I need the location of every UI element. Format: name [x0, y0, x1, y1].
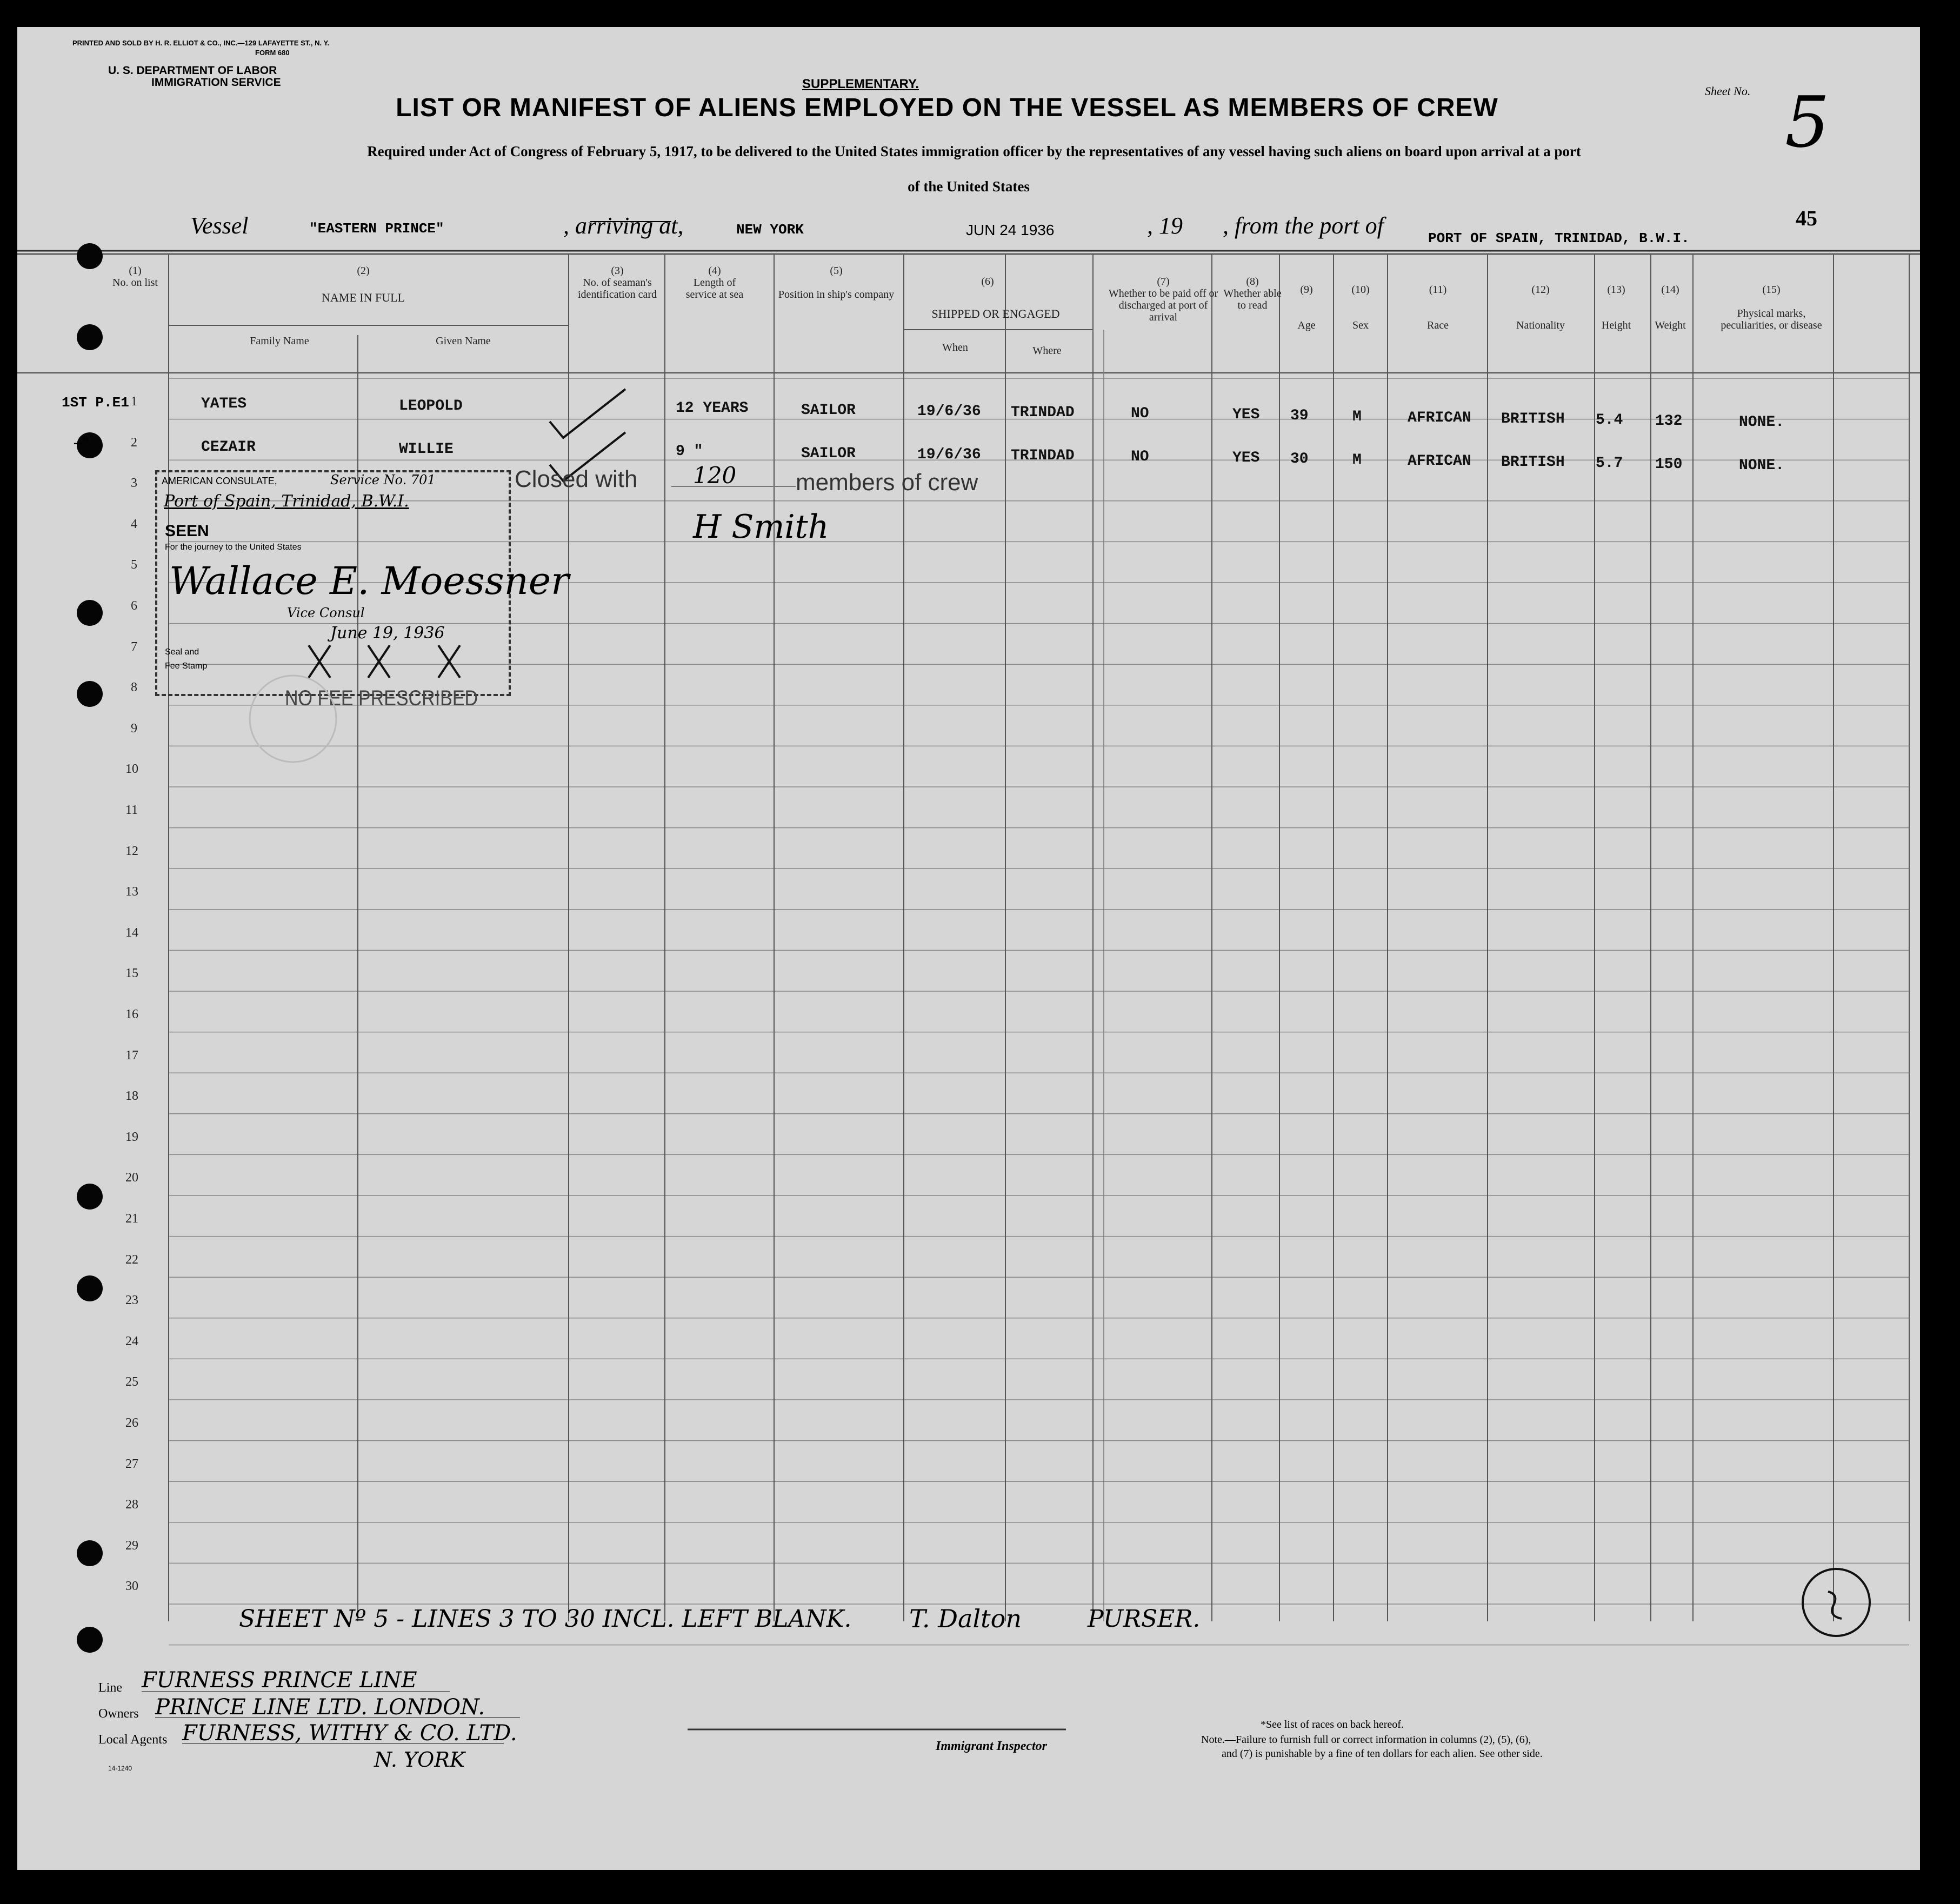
crew-count: 120 [693, 462, 737, 489]
consul-title: Vice Consul [287, 605, 365, 620]
binder-hole [77, 600, 103, 626]
no-fee-stamp: NO FEE PRESCRIBED [285, 686, 478, 710]
able-to-read-cell: YES [1232, 450, 1260, 466]
col1-header: (1) No. on list [112, 265, 158, 289]
races-note: *See list of races on back hereof. [1261, 1719, 1404, 1731]
row-annotation: —" [74, 437, 90, 451]
sex-cell: M [1352, 452, 1362, 469]
col6-number: (6) [981, 276, 994, 288]
row-number: 21 [125, 1212, 138, 1226]
vessel-name: "EASTERN PRINCE" [309, 221, 444, 237]
arrival-port: NEW YORK [736, 222, 804, 238]
shipped-when-cell: 19/6/36 [917, 403, 981, 420]
consul-signature: Wallace E. Moessner [169, 559, 569, 603]
col12-header: (12) Nationality [1516, 284, 1565, 331]
given-name-header: Given Name [436, 335, 491, 347]
family-name-header: Family Name [250, 335, 309, 347]
year-prefix: , 19 [1147, 212, 1183, 239]
form-number: FORM 680 [255, 49, 290, 57]
local-agents-label: Local Agents [98, 1733, 168, 1747]
row-number: 1 [131, 395, 137, 409]
row-number: 16 [125, 1007, 138, 1021]
closed-with-label: Closed with [515, 466, 638, 492]
binder-hole [77, 681, 103, 707]
binder-hole [77, 1627, 103, 1653]
service-length-cell: 9 " [676, 443, 703, 460]
row-number: 11 [125, 803, 138, 817]
height-cell: 5.7 [1596, 455, 1623, 472]
row-number: 27 [125, 1457, 138, 1471]
age-cell: 30 [1290, 451, 1309, 467]
owners-label: Owners [98, 1707, 139, 1721]
stamp-date: June 19, 1936 [330, 624, 445, 643]
family-name-cell: YATES [201, 396, 247, 412]
given-name-cell: WILLIE [399, 441, 454, 458]
consulate-city: Port of Spain, Trinidad, B.W.I. [164, 492, 409, 511]
row-number: 29 [125, 1538, 138, 1553]
physical-marks-cell: NONE. [1739, 457, 1785, 474]
given-name-cell: LEOPOLD [399, 398, 463, 415]
service-length-cell: 12 YEARS [676, 400, 749, 417]
printer-credit: PRINTED AND SOLD BY H. R. ELLIOT & CO., INC.—129 LAFAYETTE ST., N. Y. [72, 39, 330, 47]
nationality-cell: BRITISH [1501, 411, 1565, 427]
row-number: 4 [131, 517, 137, 531]
row-number: 30 [125, 1579, 138, 1594]
height-cell: 5.4 [1596, 412, 1623, 429]
weight-cell: 132 [1655, 413, 1683, 430]
local-agents-city: N. YORK [374, 1748, 465, 1772]
col10-header: (10) Sex [1351, 284, 1370, 331]
local-agents-value: FURNESS, WITHY & CO. LTD. [182, 1721, 517, 1746]
row-number: 18 [125, 1089, 138, 1104]
shipped-when-cell: 19/6/36 [917, 446, 981, 463]
row-number: 24 [125, 1334, 138, 1348]
sheet-no-value: 5 [1785, 81, 1830, 163]
binder-hole [77, 1184, 103, 1210]
binder-hole [77, 1540, 103, 1566]
paid-off-cell: NO [1131, 449, 1149, 465]
seal-label: Seal and Fee Stamp [165, 647, 208, 671]
weight-cell: 150 [1655, 456, 1683, 473]
closing-signature: H Smith [693, 508, 829, 546]
row-number: 28 [125, 1498, 138, 1512]
shipped-when-header: When [942, 342, 968, 353]
row-number: 20 [125, 1171, 138, 1185]
col4-header: (4) Length of service at sea [685, 265, 744, 300]
col6-title: SHIPPED OR ENGAGED [931, 307, 1060, 320]
row-number: 9 [131, 721, 137, 736]
form-code: 14-1240 [108, 1765, 132, 1772]
page-title: LIST OR MANIFEST OF ALIENS EMPLOYED ON THE VESSEL AS MEMBERS OF CREW [396, 93, 1498, 122]
col3-header: (3) No. of seaman's identification card [577, 265, 657, 300]
row-number: 5 [131, 558, 137, 572]
col2-title: NAME IN FULL [322, 291, 405, 304]
race-cell: AFRICAN [1408, 410, 1471, 426]
binder-hole [77, 1275, 103, 1301]
consulate-stamp [155, 470, 569, 696]
binder-hole [77, 243, 103, 269]
row-number: 26 [125, 1416, 138, 1430]
race-cell: AFRICAN [1408, 453, 1471, 470]
col11-header: (11) Race [1427, 284, 1449, 331]
circled-mark-icon [1796, 1562, 1877, 1643]
seen-label: SEEN [165, 522, 209, 540]
row-number: 12 [125, 844, 138, 858]
row-number: 14 [125, 925, 138, 940]
act-line-1: Required under Act of Congress of February 5, 1917, to be delivered to the United States immigration officer by the representatives of any vessel having such aliens on board upon arrival at a port [367, 143, 1581, 159]
arriving-label: , arriving at, [563, 212, 684, 239]
row-number: 7 [131, 639, 137, 654]
row-number: 3 [131, 476, 137, 491]
shipped-where-cell: TRINDAD [1011, 404, 1075, 421]
fine-note-1: Note.—Failure to furnish full or correct information in columns (2), (5), (6), [1201, 1734, 1531, 1746]
supplementary-label: SUPPLEMENTARY. [802, 77, 919, 91]
fine-note-2: and (7) is punishable by a fine of ten dollars for each alien. See other side. [1222, 1748, 1543, 1760]
row-number: 10 [125, 762, 138, 777]
shipped-where-header: Where [1032, 345, 1062, 357]
able-to-read-cell: YES [1232, 406, 1260, 423]
service-number: Service No. 701 [330, 472, 436, 487]
purser-signature: T. Dalton [909, 1604, 1022, 1633]
department-name: U. S. DEPARTMENT OF LABOR IMMIGRATION SERVICE [108, 64, 281, 89]
purser-title: PURSER. [1088, 1605, 1201, 1633]
row-number: 15 [125, 966, 138, 981]
consulate-label: AMERICAN CONSULATE, [162, 476, 277, 486]
position-cell: SAILOR [801, 402, 856, 419]
from-port-label: , from the port of [1223, 212, 1384, 239]
binder-hole [77, 324, 103, 350]
arrival-date-stamp: JUN 24 1936 [966, 222, 1055, 238]
row-number: 13 [125, 885, 138, 899]
faint-seal-icon [244, 670, 342, 767]
paid-off-cell: NO [1131, 405, 1149, 422]
inspector-label: Immigrant Inspector [935, 1739, 1048, 1753]
row-number: 25 [125, 1375, 138, 1389]
row-number: 19 [125, 1130, 138, 1144]
row-annotation: 1ST P.E1 [62, 395, 129, 411]
row-number: 6 [131, 599, 137, 613]
col7-header: (7) Whether to be paid off or discharged at port of arrival [1108, 276, 1218, 323]
family-name-cell: CEZAIR [201, 439, 256, 456]
sheet-page-count: 45 [1796, 206, 1817, 230]
col15-header: (15) Physical marks, peculiarities, or disease [1721, 284, 1822, 331]
journey-label: For the journey to the United States [165, 543, 302, 552]
manifest-sheet [17, 27, 1920, 1870]
col14-header: (14) Weight [1655, 284, 1686, 331]
col5-header: (5) Position in ship's company [778, 265, 895, 300]
col13-header: (13) Height [1601, 284, 1631, 331]
row-number: 23 [125, 1293, 138, 1308]
shipped-where-cell: TRINDAD [1011, 447, 1075, 464]
col9-header: (9) Age [1297, 284, 1316, 331]
line-label: Line [98, 1681, 122, 1695]
sheet-no-label: Sheet No. [1705, 84, 1751, 98]
nationality-cell: BRITISH [1501, 454, 1565, 471]
physical-marks-cell: NONE. [1739, 414, 1785, 431]
owners-value: PRINCE LINE LTD. LONDON. [155, 1695, 485, 1720]
line-value: FURNESS PRINCE LINE [142, 1668, 417, 1693]
sex-cell: M [1352, 409, 1362, 425]
age-cell: 39 [1290, 407, 1309, 424]
col2-number: (2) [357, 265, 370, 277]
closed-with-suffix: members of crew [796, 469, 978, 496]
row-number: 8 [131, 680, 137, 695]
vessel-label: Vessel [190, 212, 249, 239]
row-number: 22 [125, 1252, 138, 1267]
act-line-2: of the United States [908, 178, 1030, 195]
form-ruling-grid [17, 27, 1920, 1870]
row-number: 17 [125, 1048, 138, 1063]
col8-header: (8) Whether able to read [1223, 276, 1282, 311]
blank-lines-note: SHEET Nº 5 - LINES 3 TO 30 INCL. LEFT BLANK. [239, 1605, 852, 1633]
position-cell: SAILOR [801, 445, 856, 462]
row-number: 2 [131, 435, 137, 450]
departure-port: PORT OF SPAIN, TRINIDAD, B.W.I. [1428, 230, 1690, 246]
